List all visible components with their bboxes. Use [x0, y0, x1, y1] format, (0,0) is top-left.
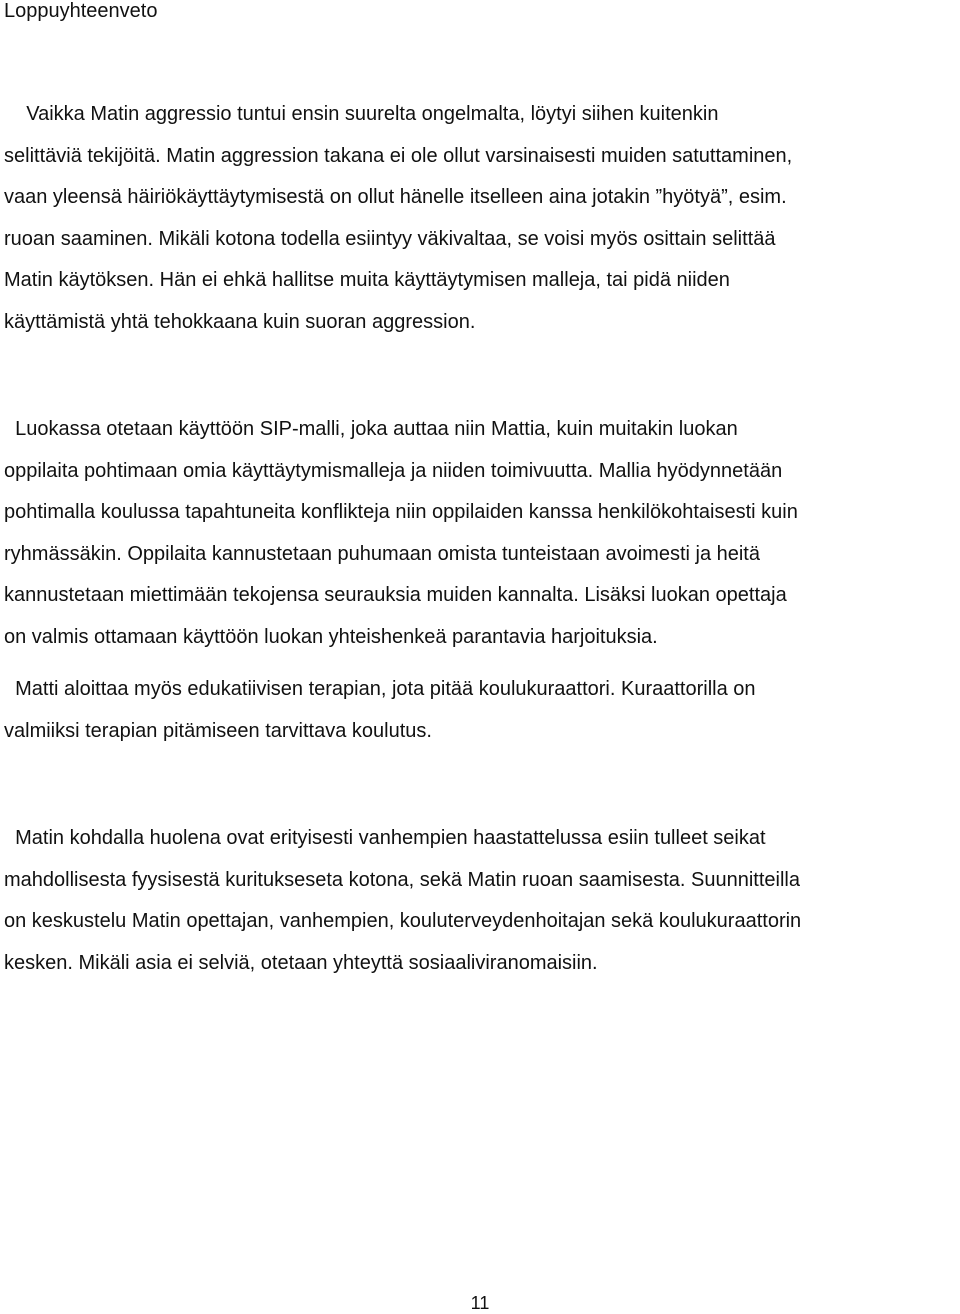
- paragraph-line: on keskustelu Matin opettajan, vanhempien, kouluterveydenhoitajan sekä koulukuraattorin: [4, 910, 802, 932]
- paragraph-line: Luokassa otetaan käyttöön SIP-malli, joka auttaa niin Mattia, kuin muitakin luokan: [4, 418, 738, 440]
- document-heading: Loppuyhteenveto: [4, 0, 158, 22]
- paragraph-line: Matin käytöksen. Hän ei ehkä hallitse muita käyttäytymisen malleja, tai pidä niiden: [4, 269, 730, 291]
- paragraph-line: Vaikka Matin aggressio tuntui ensin suurelta ongelmalta, löytyi siihen kuitenkin: [4, 103, 719, 125]
- paragraph-line: Matin kohdalla huolena ovat erityisesti vanhempien haastattelussa esiin tulleet seikat: [4, 827, 766, 849]
- page-number: 11: [470, 1293, 490, 1313]
- paragraph-line: käyttämistä yhtä tehokkaana kuin suoran aggression.: [4, 310, 476, 333]
- paragraph-line: ryhmässäkin. Oppilaita kannustetaan puhumaan omista tunteistaan avoimesti ja heitä: [4, 542, 760, 565]
- paragraph-concerns: [4, 818, 960, 984]
- paragraph-summary: [4, 94, 960, 343]
- paragraph-therapy: [4, 669, 960, 752]
- paragraph-line: mahdollisesta fyysisestä kuritukseseta kotona, sekä Matin ruoan saamisesta. Suunnitteilla: [4, 868, 800, 891]
- paragraph-line: ruoan saaminen. Mikäli kotona todella esiintyy väkivaltaa, se voisi myös osittain selittää: [4, 227, 776, 250]
- paragraph-line: on valmis ottamaan käyttöön luokan yhteishenkeä parantavia harjoituksia.: [4, 625, 658, 648]
- paragraph-line: valmiiksi terapian pitämiseen tarvittava koulutus.: [4, 719, 432, 742]
- paragraph-line: Matti aloittaa myös edukatiivisen terapian, jota pitää koulukuraattori. Kuraattorilla on: [4, 678, 756, 700]
- paragraph-line: oppilaita pohtimaan omia käyttäytymismalleja ja niiden toimivuutta. Mallia hyödynnetään: [4, 459, 783, 482]
- paragraph-line: kesken. Mikäli asia ei selviä, otetaan yhteyttä sosiaaliviranomaisiin.: [4, 951, 598, 974]
- paragraph-line: kannustetaan miettimään tekojensa seurauksia muiden kannalta. Lisäksi luokan opettaja: [4, 584, 787, 606]
- paragraph-line: pohtimalla koulussa tapahtuneita konflikteja niin oppilaiden kanssa henkilökohtaisesti kuin: [4, 501, 798, 523]
- paragraph-line: selittäviä tekijöitä. Matin aggression takana ei ole ollut varsinaisesti muiden satuttaminen,: [4, 144, 793, 167]
- paragraph-line: vaan yleensä häiriökäyttäytymisestä on ollut hänelle itselleen aina jotakin ”hyötyä”, esim.: [4, 186, 787, 208]
- paragraph-sip-model: [4, 409, 960, 658]
